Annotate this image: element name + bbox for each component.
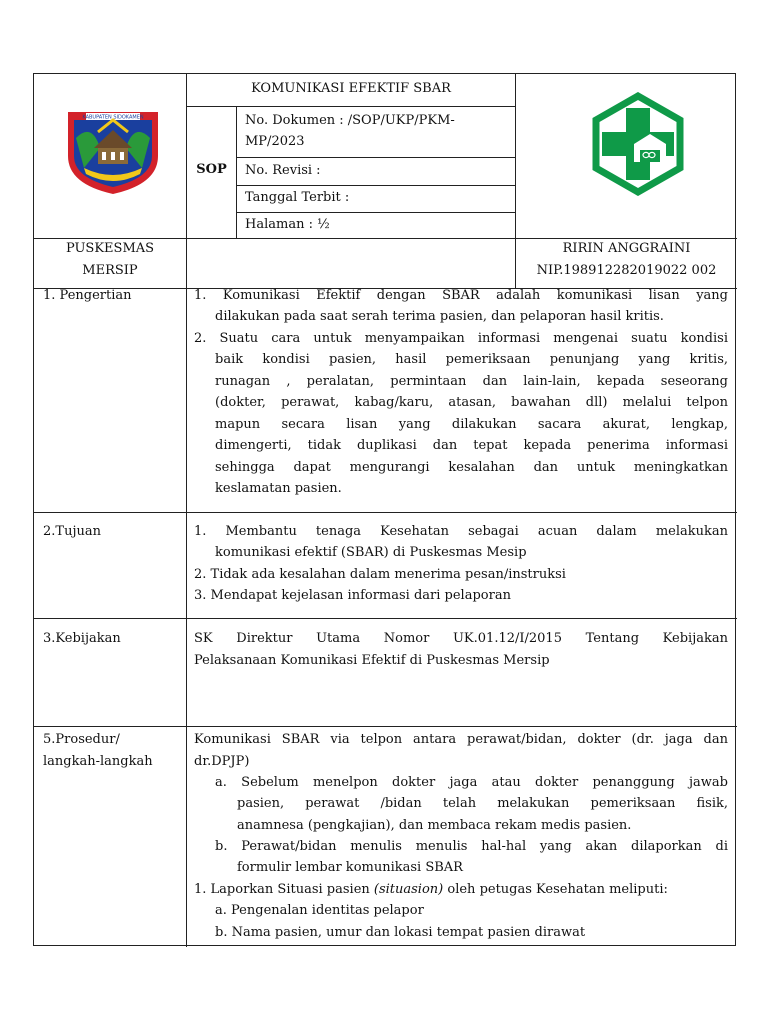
pengertian-item-2-cont: baik kondisi pasien, hasil pemeriksaan penunjang yang kritis, runagan , peralatan, permintaan dan lain-lain, kepada seseorang (dokter, perawat, kabag/karu, atasan, bawahan dll) melalui telpon mapun secara lisan yang dilakukan sacara akurat, lengkap, dimengerti, tidak duplikasi dan tepat kepada penerima informasi sehingga dapat mengurangi kesalahan dan untuk meningkatkan keslamatan pasien. (215, 352, 728, 496)
divider (186, 106, 515, 107)
section-label-prosedur-line2: langkah-langkah (43, 754, 153, 769)
divider (236, 185, 515, 186)
divider (236, 106, 237, 239)
sop-document (33, 73, 736, 946)
pengertian-item-1: 1. Komunikasi Efektif dengan SBAR adalah komunikasi lisan yang (194, 288, 728, 303)
divider (186, 74, 187, 947)
regency-emblem-logo (64, 108, 162, 196)
prosedur-step-1-a: a. Pengenalan identitas pelapor (215, 903, 424, 918)
tujuan-item-1-cont: komunikasi efektif (SBAR) di Puskesmas Mesip (215, 545, 527, 560)
document-title: KOMUNIKASI EFEKTIF SBAR (251, 81, 451, 96)
pengertian-item-1-cont: dilakukan pada saat serah terima pasien, dan pelaporan hasil kritis. (215, 309, 664, 324)
issue-date-field: Tanggal Terbit : (245, 190, 350, 205)
section-label-tujuan: 2.Tujuan (43, 524, 101, 539)
tujuan-item-3: 3. Mendapat kejelasan informasi dari pelaporan (194, 588, 511, 603)
doc-number-line2: MP/2023 (245, 134, 305, 149)
divider (34, 726, 737, 727)
divider (236, 212, 515, 213)
prosedur-item-a: a. Sebelum menelpon dokter jaga atau dokter penanggung jawab (215, 775, 728, 790)
sop-label: SOP (196, 162, 227, 177)
pengertian-item-2: 2. Suatu cara untuk menyampaikan informasi mengenai suatu kondisi (194, 331, 728, 346)
signer-nip: NIP.198912282019022 002 (536, 263, 717, 278)
org-name-line1: PUSKESMAS (65, 241, 155, 256)
prosedur-intro: Komunikasi SBAR via telpon antara perawat/bidan, dokter (dr. jaga dan dr.DPJP) (194, 732, 728, 769)
prosedur-item-a-cont: pasien, perawat /bidan telah melakukan pemeriksaan fisik, anamnesa (pengkajian), dan membaca rekam medis pasien. (237, 796, 728, 833)
section-label-pengertian: 1. Pengertian (43, 288, 132, 303)
section-label-kebijakan: 3.Kebijakan (43, 631, 121, 646)
org-name-line2: MERSIP (82, 263, 138, 278)
page-field: Halaman : ½ (245, 217, 330, 232)
section-label-prosedur: 5.Prosedur/ (43, 732, 120, 747)
divider (236, 157, 515, 158)
signer-name: RIRIN ANGGRAINI (562, 241, 691, 256)
divider (34, 512, 737, 513)
tujuan-item-2: 2. Tidak ada kesalahan dalam menerima pesan/instruksi (194, 567, 566, 582)
prosedur-item-b-cont: formulir lembar komunikasi SBAR (237, 860, 463, 875)
divider (34, 618, 737, 619)
puskesmas-cross-logo (586, 92, 690, 196)
revision-field: No. Revisi : (245, 163, 321, 178)
doc-number-line1: No. Dokumen : /SOP/UKP/PKM- (245, 113, 455, 128)
prosedur-step-1-b: b. Nama pasien, umur dan lokasi tempat pasien dirawat (215, 925, 586, 940)
prosedur-item-b: b. Perawat/bidan menulis menulis hal-hal yang akan dilaporkan di (215, 839, 728, 854)
prosedur-step-1: 1. Laporkan Situasi pasien (situasion) oleh petugas Kesehatan meliputi: (194, 882, 668, 897)
kebijakan-text: SK Direktur Utama Nomor UK.01.12/I/2015 Tentang Kebijakan Pelaksanaan Komunikasi Efektif di Puskesmas Mersip (194, 631, 728, 668)
emblem-ribbon-text: KABUPATEN SIDOKAMEN (82, 114, 144, 121)
tujuan-item-1: 1. Membantu tenaga Kesehatan sebagai acuan dalam melakukan (194, 524, 728, 539)
